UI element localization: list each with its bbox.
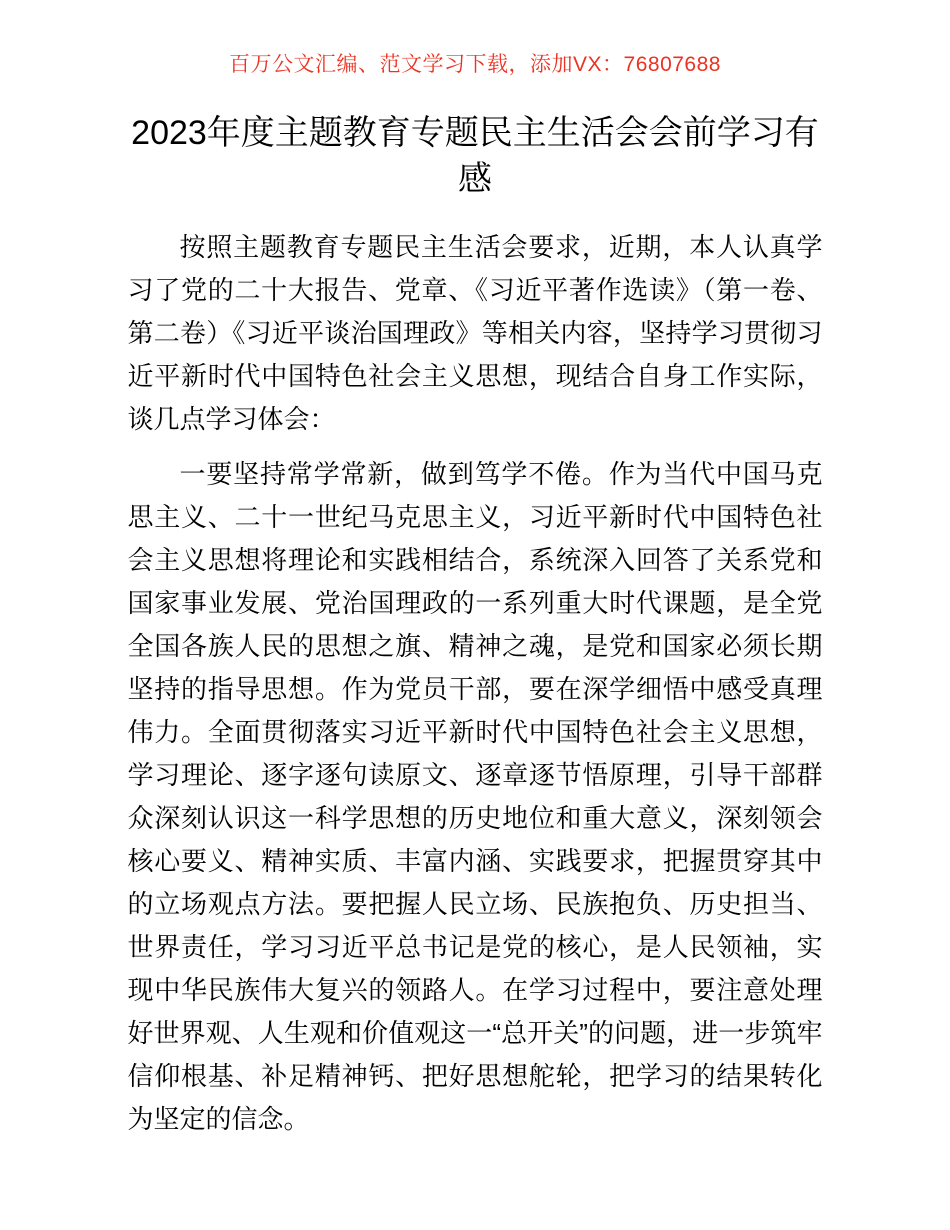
- document-body: [128, 226, 823, 1141]
- paragraph-learning-point-one: 一要坚持常学常新，做到笃学不倦。作为当代中国马克思主义、二十一世纪马克思主义，习近平新时代中国特色社会主义思想将理论和实践相结合，系统深入回答了关系党和国家事业发展、党治国理政的一系列重大时代课题，是全党全国各族人民的思想之旗、精神之魂，是党和国家必须长期坚持的指导思想。作为党员干部，要在深学细悟中感受真理伟力。全面贯彻落实习近平新时代中国特色社会主义思想，学习理论、逐字逐句读原文、逐章逐节悟原理，引导干部群众深刻认识这一科学思想的历史地位和重大意义，深刻领会核心要义、精神实质、丰富内涵、实践要求，把握贯穿其中的立场观点方法。要把握人民立场、民族抱负、历史担当、世界责任，学习习近平总书记是党的核心，是人民领袖，实现中华民族伟大复兴的领路人。在学习过程中，要注意处理好世界观、人生观和价值观这一“总开关”的问题，进一步筑牢信仰根基、补足精神钙、把好思想舵轮，把学习的结果转化为坚定的信念。: [127, 459, 823, 1134]
- promo-notice-text: 百万公文汇编、范文学习下载，添加VX：76807688: [229, 53, 721, 76]
- paragraph-intro: 按照主题教育专题民主生活会要求，近期，本人认真学习了党的二十大报告、党章、《习近平著作选读》（第一卷、第二卷）《习近平谈治国理政》等相关内容，坚持学习贯彻习近平新时代中国特色社会主义思想，现结合自身工作实际，谈几点学习体会：: [127, 232, 823, 434]
- document-title: 2023年度主题教育专题民主生活会会前学习有感: [131, 114, 819, 198]
